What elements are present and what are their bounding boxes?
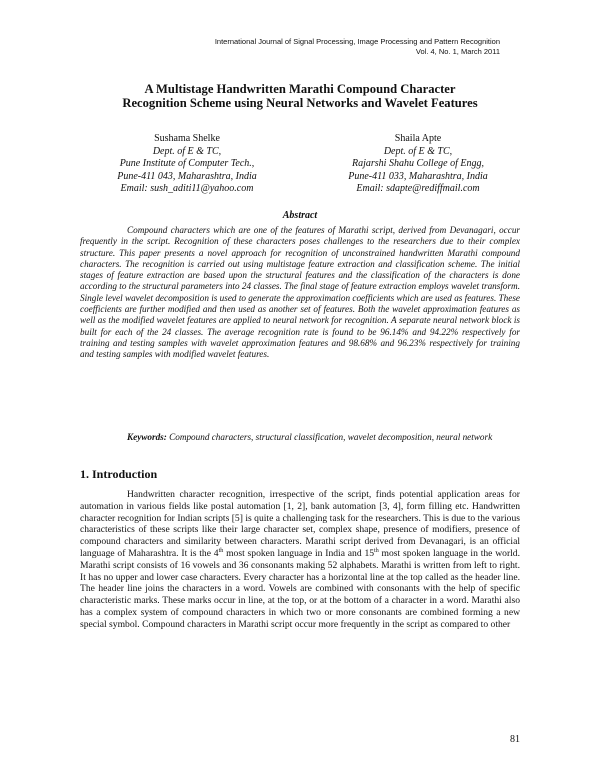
paper-title [60,82,540,110]
keywords-text: Compound characters, structural classification, wavelet decomposition, neural network [169,432,493,442]
journal-volume: Vol. 4, No. 1, March 2011 [415,47,500,56]
author-block-1 [82,133,292,196]
author-name: Shaila Apte [394,133,442,144]
author-institute: Rajarshi Shahu College of Engg, [352,158,484,170]
author-block-2 [313,133,523,196]
intro-paragraph [80,489,520,631]
author-email: Email: sush_aditi11@yahoo.com [120,183,254,195]
author-institute: Pune Institute of Computer Tech., [119,158,255,170]
author-dept: Dept. of E & TC, [152,145,222,157]
intro-text-3: most spoken language in the world. Marathi script consists of 16 vowels and 36 consonants making 52 alphabets. Marathi is written from left to right. It has no upper and lower case characters. Every character has a horizontal line at the top called as the header line. The header line joins the characters in a word. Vowels are combined with consonants with the help of specific characteristic marks. These marks occur in line, at the top, or at the bottom of a character in a word. Marathi also has a complex system of compound characters in which two or more consonants are combined forming a new special symbol. Compound characters in Marathi script occur more frequently in the script as compared to other [80,547,521,630]
title-line-2: Recognition Scheme using Neural Networks and Wavelet Features [122,96,478,110]
page-number: 81 [510,734,520,745]
abstract-heading: Abstract [282,210,318,221]
intro-text-1: Handwritten character recognition, irrespective of the script, finds potential application areas for automation in various fields like postal automation [1, 2], bank automation [3, 4], form filling etc. Handwritten character recognition for Indian scripts [5] is quite a challenging task for the researchers. This is due to the various characteristics of these scripts like their large character set, complex shape, presence of modifiers, presence of compound characters and similarity between characters. Marathi script derived from Devanagari, is an official language of Maharashtra. It is the 4 [80,489,520,559]
journal-name: International Journal of Signal Processing, Image Processing and Pattern Recognition [214,37,500,46]
keywords-label: Keywords: [127,432,167,442]
author-email: Email: sdapte@rediffmail.com [356,183,480,195]
author-city: Pune-411 033, Maharashtra, India [348,170,488,182]
author-dept: Dept. of E & TC, [383,145,453,157]
title-line-1: A Multistage Handwritten Marathi Compound Character [144,82,456,96]
superscript-th: th [374,547,379,554]
intro-text-2: most spoken language in India and 15 [223,547,375,559]
keywords [80,432,520,443]
author-city: Pune-411 043, Maharashtra, India [117,170,257,182]
superscript-th: th [218,547,224,554]
section-heading: 1. Introduction [80,467,158,481]
author-name: Sushama Shelke [154,133,220,144]
journal-header [215,37,500,57]
abstract-text: Compound characters which are one of the features of Marathi script, derived from Devanagari, occur frequently in the script. Recognition of these characters poses challenges to the researchers due to their complex structure. This paper presents a novel approach for recognition of unconstrained handwritten Marathi compound characters. The recognition is carried out using multistage feature extraction and classification scheme. The initial stages of feature extraction are based upon the structural features and the classification of the characters is done according to the structural parameters into 24 classes. The final stage of feature extraction employs wavelet transform. Single level wavelet decomposition is used to generate the approximation coefficients which are used as features. These coefficients are further modified and then used as another set of features. Both the wavelet approximation features as well as the modified wavelet features are applied to neural network for recognition. A separate neural network block is built for each of the 24 classes. The average recognition rate is found to be 96.14% and 94.22% respectively for training and testing samples with wavelet approximation features and 98.68% and 96.23% respectively for training and testing samples with modified wavelet features. [80,225,520,360]
